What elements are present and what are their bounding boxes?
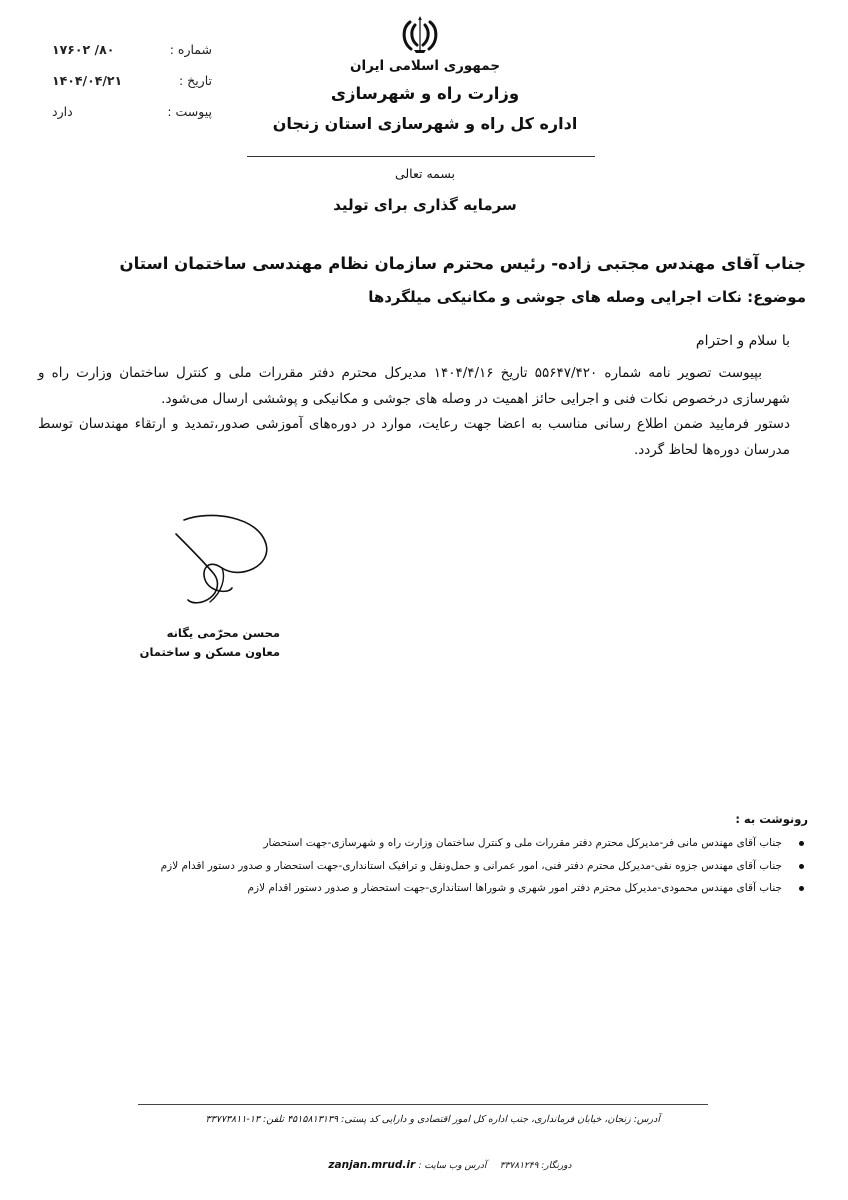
footer-contact	[300, 1159, 600, 1171]
handwritten-signature	[170, 508, 280, 613]
header-ministry: وزارت راه و شهرسازی	[330, 84, 520, 103]
cc-title: رونوشت به :	[735, 812, 808, 826]
header-department: اداره کل راه و شهرسازی استان زنجان	[272, 114, 578, 133]
letter-number-value: ۸۰/ ۱۷۶۰۲	[52, 42, 115, 57]
body-paragraph-1: بپیوست تصویر نامه شماره ۵۵۶۴۷/۴۲۰ تاریخ ۱۴۰۴/۴/۱۶ مدیرکل محترم دفتر مقررات ملی و کنترل ساختمان وزارت راه و شهرسازی درخصوص نکات فنی و اجرایی حائز اهمیت در وصله های جوشی و مکانیکی و پوششی ارسال می‌شود.	[38, 365, 790, 407]
letter-body	[38, 361, 790, 463]
header-divider	[247, 156, 595, 157]
letter-attachment-label: پیوست :	[167, 104, 212, 119]
header-country: جمهوری اسلامی ایران	[349, 58, 501, 74]
iran-emblem-icon	[398, 12, 442, 56]
signatory-block	[100, 624, 280, 662]
footer-fax: دورنگار: ۳۳۷۸۱۲۴۹	[499, 1161, 572, 1171]
letter-attachment-row	[52, 96, 212, 127]
letter-meta	[52, 34, 212, 127]
cc-item: جناب آقای مهندس مانی فر-مدیرکل محترم دفتر مقررات ملی و کنترل ساختمان وزارت راه و شهرسازی-جهت استحضار	[128, 832, 808, 855]
subject-line: موضوع: نکات اجرایی وصله های جوشی و مکانیکی میلگردها	[368, 288, 806, 306]
signatory-name: محسن محرّمی یگانه	[166, 626, 280, 640]
letter-date-value: ۱۴۰۴/۰۴/۲۱	[52, 73, 123, 88]
greeting: با سلام و احترام	[695, 333, 790, 349]
footer-divider	[138, 1104, 708, 1105]
footer-site-label: آدرس وب سایت :	[418, 1161, 487, 1171]
signatory-title: معاون مسکن و ساختمان	[139, 645, 280, 659]
year-slogan: سرمایه گذاری برای تولید	[333, 196, 517, 214]
body-paragraph-2: دستور فرمایید ضمن اطلاع رسانی مناسب به اعضا جهت رعایت، موارد در دوره‌های آموزشی صدور،تمدید و ارتقاء مهندسان توسط مدرسان دوره‌ها لحاظ گردد.	[38, 416, 790, 458]
cc-item: جناب آقای مهندس محمودی-مدیرکل محترم دفتر امور شهری و شوراها استانداری-جهت استحضار و صدور دستور اقدام لازم	[128, 877, 808, 900]
cc-item: جناب آقای مهندس جزوه نقی-مدیرکل محترم دفتر فنی، امور عمرانی و حمل‌ونقل و ترافیک استانداری-جهت استحضار و صدور دستور اقدام لازم	[128, 855, 808, 878]
cc-list	[128, 832, 808, 900]
footer-website-link[interactable]: zanjan.mrud.ir	[328, 1159, 416, 1171]
footer-address: آدرس: زنجان، خیابان فرمانداری، جنب اداره کل امور اقتصادی و دارایی کد پستی: ۴۵۱۵۸۱۳۱۳۹ تلفن: ۱۳-۳۳۷۷۳۸۱۱	[205, 1114, 660, 1125]
letter-attachment-value: دارد	[52, 104, 73, 119]
recipient-line: جناب آقای مهندس مجتبی زاده- رئیس محترم سازمان نظام مهندسی ساختمان استان	[119, 254, 806, 273]
letter-date-label: تاریخ :	[178, 73, 212, 88]
letter-number-label: شماره :	[169, 42, 212, 57]
letter-date-row	[52, 65, 212, 96]
letter-number-row	[52, 34, 212, 65]
besmellah: بسمه تعالی	[394, 166, 456, 181]
